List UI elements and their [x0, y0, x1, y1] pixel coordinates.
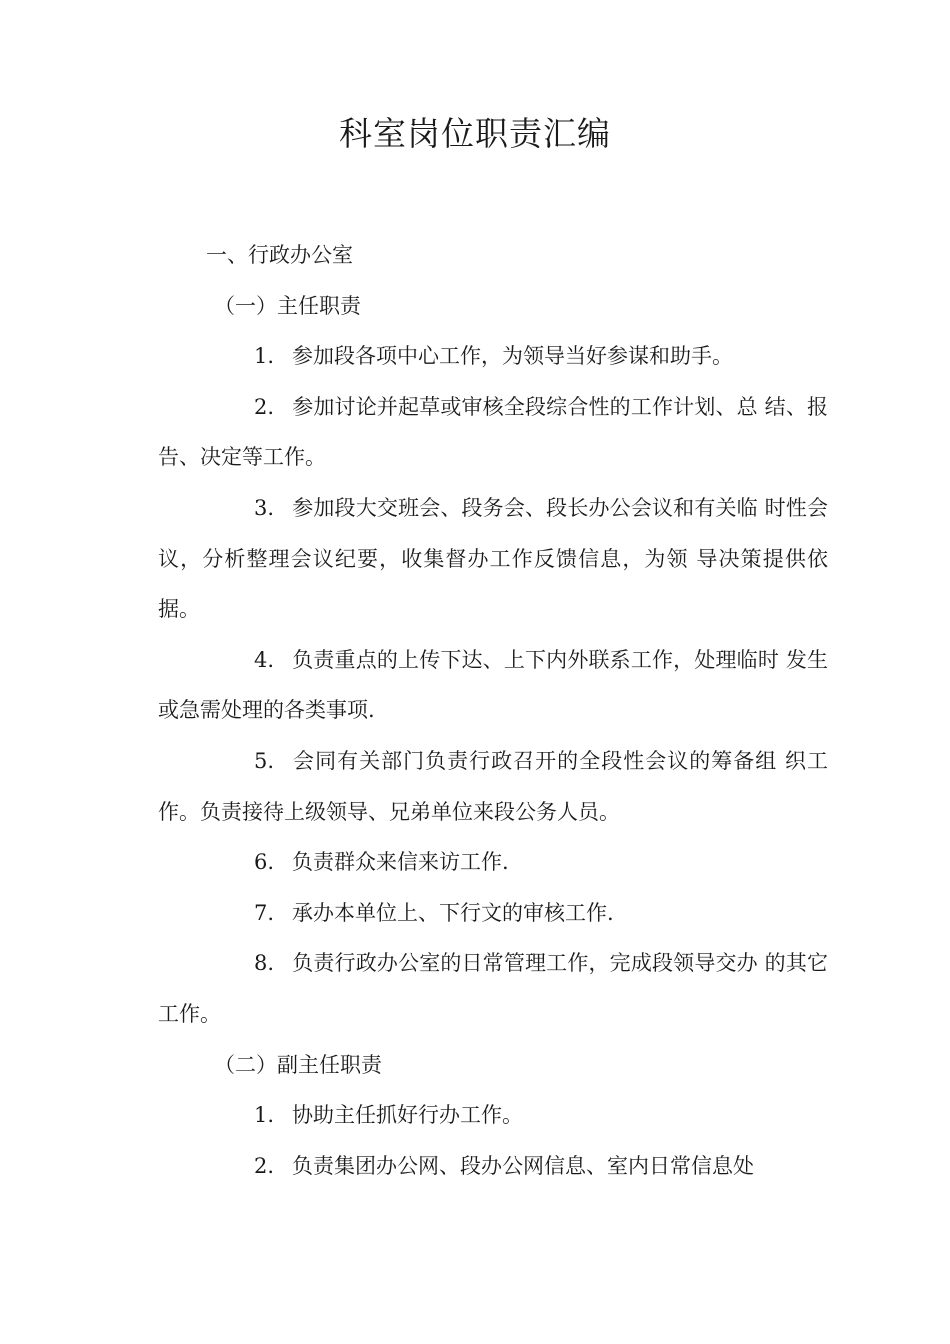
item-number: 4. — [254, 647, 275, 672]
item-number: 2. — [254, 394, 275, 419]
list-item — [158, 888, 828, 939]
list-item — [158, 837, 828, 888]
list-item — [158, 382, 828, 483]
paragraph-text: 协助主任抓好行办工作。 — [292, 1103, 524, 1128]
item-number: 2. — [254, 1153, 275, 1178]
paragraph-text: 负责群众来信来访工作. — [292, 850, 509, 875]
paragraph-text: 负责集团办公网、段办公网信息、室内日常信息处 — [292, 1153, 755, 1178]
list-item — [158, 635, 828, 736]
item-number: 1. — [254, 1103, 275, 1128]
list-item — [158, 1090, 828, 1141]
paragraph-text: 一、行政办公室 — [206, 243, 353, 267]
paragraph-text: 会同有关部门负责行政召开的全段性会议的筹备组 织工作。负责接待上级领导、兄弟单位来段公务人员。 — [158, 748, 828, 824]
document-body — [158, 230, 828, 1191]
item-number: 3. — [254, 495, 275, 520]
list-item — [158, 736, 828, 837]
item-number: 1. — [254, 344, 275, 369]
paragraph-text: 负责重点的上传下达、上下内外联系工作，处理临时 发生或急需处理的各类事项. — [158, 647, 828, 723]
section-heading — [158, 230, 828, 281]
paragraph-text: （二）副主任职责 — [214, 1052, 382, 1077]
paragraph-text: （一）主任职责 — [214, 293, 361, 318]
paragraph-text: 参加段各项中心工作，为领导当好参谋和助手。 — [292, 344, 734, 369]
paragraph-text: 参加段大交班会、段务会、段长办公会议和有关临 时性会议，分析整理会议纪要，收集督办工作反馈信息，为领 导决策提供依据。 — [158, 495, 828, 622]
list-item — [158, 483, 828, 635]
item-number: 6. — [254, 850, 275, 875]
list-item — [158, 331, 828, 382]
item-number: 5. — [254, 748, 275, 773]
subsection-heading — [158, 281, 828, 332]
subsection-heading — [158, 1040, 828, 1091]
paragraph-text: 参加讨论并起草或审核全段综合性的工作计划、总 结、报告、决定等工作。 — [158, 394, 828, 470]
page-title: 科室岗位职责汇编 — [339, 114, 611, 153]
list-item — [158, 1141, 828, 1192]
item-number: 7. — [254, 900, 275, 925]
paragraph-text: 承办本单位上、下行文的审核工作. — [292, 900, 614, 925]
list-item — [158, 938, 828, 1039]
item-number: 8. — [254, 951, 275, 976]
paragraph-text: 负责行政办公室的日常管理工作，完成段领导交办 的其它工作。 — [158, 951, 828, 1026]
